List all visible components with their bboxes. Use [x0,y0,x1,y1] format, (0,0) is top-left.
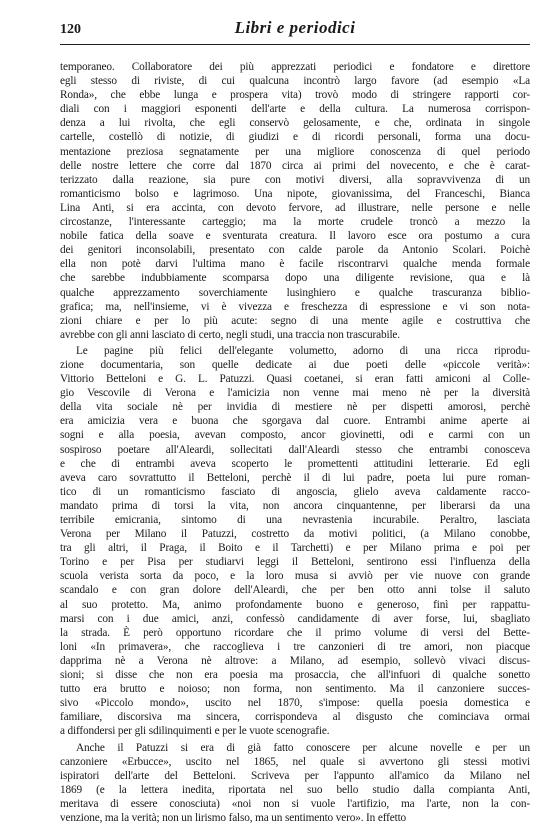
text-line: Le pagine più felici dell'elegante volumetto, adorno di una ricca riprodu- [76,344,530,357]
text-line: mentazione preziosa segnatamente per una migliore conoscenza di quel periodo [60,145,530,158]
text-line: venzione, ma la verità; non un lirismo falso, ma un sentimento vero». In effetto [60,811,407,824]
text-line: terribile emicrania, sintomo di una nevrastenia incurabile. Peraltro, lasciata [60,514,530,526]
text-line: sogni e alla poesia, avevan composto, ancor giovinetti, odi e carmi con un [60,429,530,442]
text-line: zioni chiare e per lo più acute: segno di una mente agile e costruttiva che [60,314,530,327]
text-line: terizzato dalla reazione, sia pure con motivi diversi, alla sopravvivenza di un [60,173,530,186]
text-line: aveva caro sovrattutto il Betteloni, perchè il di lui padre, poeta lui pure roman- [60,471,530,484]
text-line: loni «In primavera», che raccoglieva i tre canzonieri di tre amori, non piacque [60,640,530,653]
text-line: egli stesso di riviste, di cui qualcuna incontrò largo favore (ad esempio «La [60,75,530,88]
text-line: cartelle, costellò di notizie, di giudizi e di ricordi personali, forma una docu- [60,131,530,144]
text-line: grafica; ma, nell'insieme, vi è vivezza e freschezza di espressione e vi son nota- [60,300,530,313]
text-line: familiare, discorsiva ma sincera, corrispondeva al disgusto che cominciava ormai [60,711,530,724]
text-line: romanticismo bolso e lagrimoso. Una nipote, giovanissima, del Franceschi, Bianca [60,187,530,200]
paragraph [60,60,530,342]
text-line: e che di entrambi aveva scoperto le promettenti attitudini letterarie. Ed egli [60,457,530,470]
text-line: la strada. È però opportuno ricordare che il primo volume di versi del Bette- [60,626,530,639]
text-line: era amicizia vera e buona che sgorgava dal cuore. Entrambi anime aperte ai [60,415,530,428]
text-line: mandato prima di torsi la vita, non ancora cinquantenne, per liberarsi da una [60,499,530,512]
text-line: marsi con i due amici, anzi, confessò candidamente di aver forse, lui, sbagliato [60,612,530,625]
text-line: Ronda», che ebbe lunga e prospera vita) trovò modo di stringere rapporti cor- [60,89,530,102]
text-line: scandalo e con gran dolore dell'Aleardi, che per ben otto anni tolse il saluto [60,584,530,597]
text-line: delle nostre lettere che corre dal 1870 circa ai primi del novecento, e che è carat- [60,159,530,172]
text-line: della vita sociale nè per invidia di mestiere nè per dispetti amorosi, perchè [60,401,530,414]
text-line: denza a lui rivolta, che egli conservò gelosamente, e che, ordinata in singole [60,117,530,130]
text-line: tutto era brutto e noioso; non forma, non sentimento. Ma il canzoniere succes- [60,683,530,696]
text-line: scuola verista sorta da poco, e la loro musa si avviò per vie nuove con grande [60,570,530,583]
text-line: nobile fatica della soave e sventurata creatura. Il lavoro esce ora postumo a cura [60,230,530,243]
text-line: dei genitori inconsolabili, presentato con calde parole da Antonio Scolari. Poichè [60,244,530,257]
text-line: sivo «Piccolo mondo», uscito nel 1870, s'impose: quella poesia domestica e [60,697,530,710]
text-line: tra gli altri, il Praga, il Boito e il Tarchetti) e per Milano prima e poi per [60,542,530,555]
paragraph [60,741,530,826]
text-line: qualche apprezzamento soverchiamente lusinghiero e qualche trascuranza biblio- [60,286,530,299]
text-line: dapprima nè a Verona nè altrove: a Milano, ad esempio, sollevò vivaci discus- [60,654,530,667]
text-line: Anche il Patuzzi si era di già fatto conoscere per alcune novelle e per un [76,741,530,754]
text-line: Vittorio Betteloni e G. L. Patuzzi. Quasi coetanei, si eran fatti amiconi al Colle- [60,373,530,386]
text-line: diali con i maggiori esponenti dell'arte e della cultura. La numerosa corrispon- [60,103,530,116]
text-line: gio Vescovile di Verona e l'amicizia non venne mai meno nè per la diversità [60,387,530,400]
text-line: a diffondersi per gli sdilinquimenti e per le vuote scenografie. [60,725,330,738]
text-line: meritava di essere conosciuta) «noi non si vuole l'artifizio, ma l'arte, non la con- [60,797,530,810]
header-rule [60,44,530,45]
text-line: Lina Anti, si era accinta, con devoto fervore, ad illustrare, nelle persone e nelle [60,201,530,214]
text-line: tico di un romanticismo fasciato di angoscia, glielo aveva caldamente racco- [60,485,530,498]
text-line: che sarebbe indubbiamente scomparsa dopo una diligente revisione, qua e là [60,272,530,285]
text-line: al suo protetto. Ma, animo profondamente buono e generoso, finì per rappattu- [60,598,530,611]
page-header [60,18,530,42]
text-line: sospiroso poetare all'Aleardi, sollecitati dall'Aleardi stesso che entrambi conosceva [60,443,530,456]
paragraph [60,344,530,739]
text-line: ella non potè darvi l'ultima mano è facile riscontrarvi qualche menda formale [60,258,530,271]
running-title: Libri e periodici [234,18,356,37]
text-line: Torino e per Pisa per studiarvi leggi il Betteloni, sentirono essi l'influenza della [60,556,530,569]
text-line: ispiratori dell'arte del Betteloni. Scriveva per l'appunto all'amico da Milano nel [60,769,530,782]
text-line: Verona per Milano il Patuzzi, costretto da motivi politici, (a Milano conobbe, [60,528,530,541]
page-number: 120 [60,22,81,37]
text-line: canzoniere «Erbucce», uscito nel 1865, nel quale si avvertono gli stessi motivi [60,755,530,768]
text-line: avrebbe con gli anni lasciato di certo, negli studi, una traccia non trascurabile. [60,328,400,341]
text-line: sioni; si disse che non era poesia ma prosaccia, che all'infuori di qualche sonetto [60,669,530,682]
body-text [60,60,530,825]
text-line: circostanze, l'interessante carteggio; ma la morte crudele troncò a mezzo la [60,216,530,229]
text-line: zione documentaria, son quelle dedicate ai due poeti delle «piccole verità»: [60,358,530,371]
text-line: 1869 (e la lettera inedita, riportata nel suo bello studio dalla compianta Anti, [60,783,530,796]
text-line: temporaneo. Collaboratore dei più apprezzati periodici e fondatore e direttore [60,61,530,73]
